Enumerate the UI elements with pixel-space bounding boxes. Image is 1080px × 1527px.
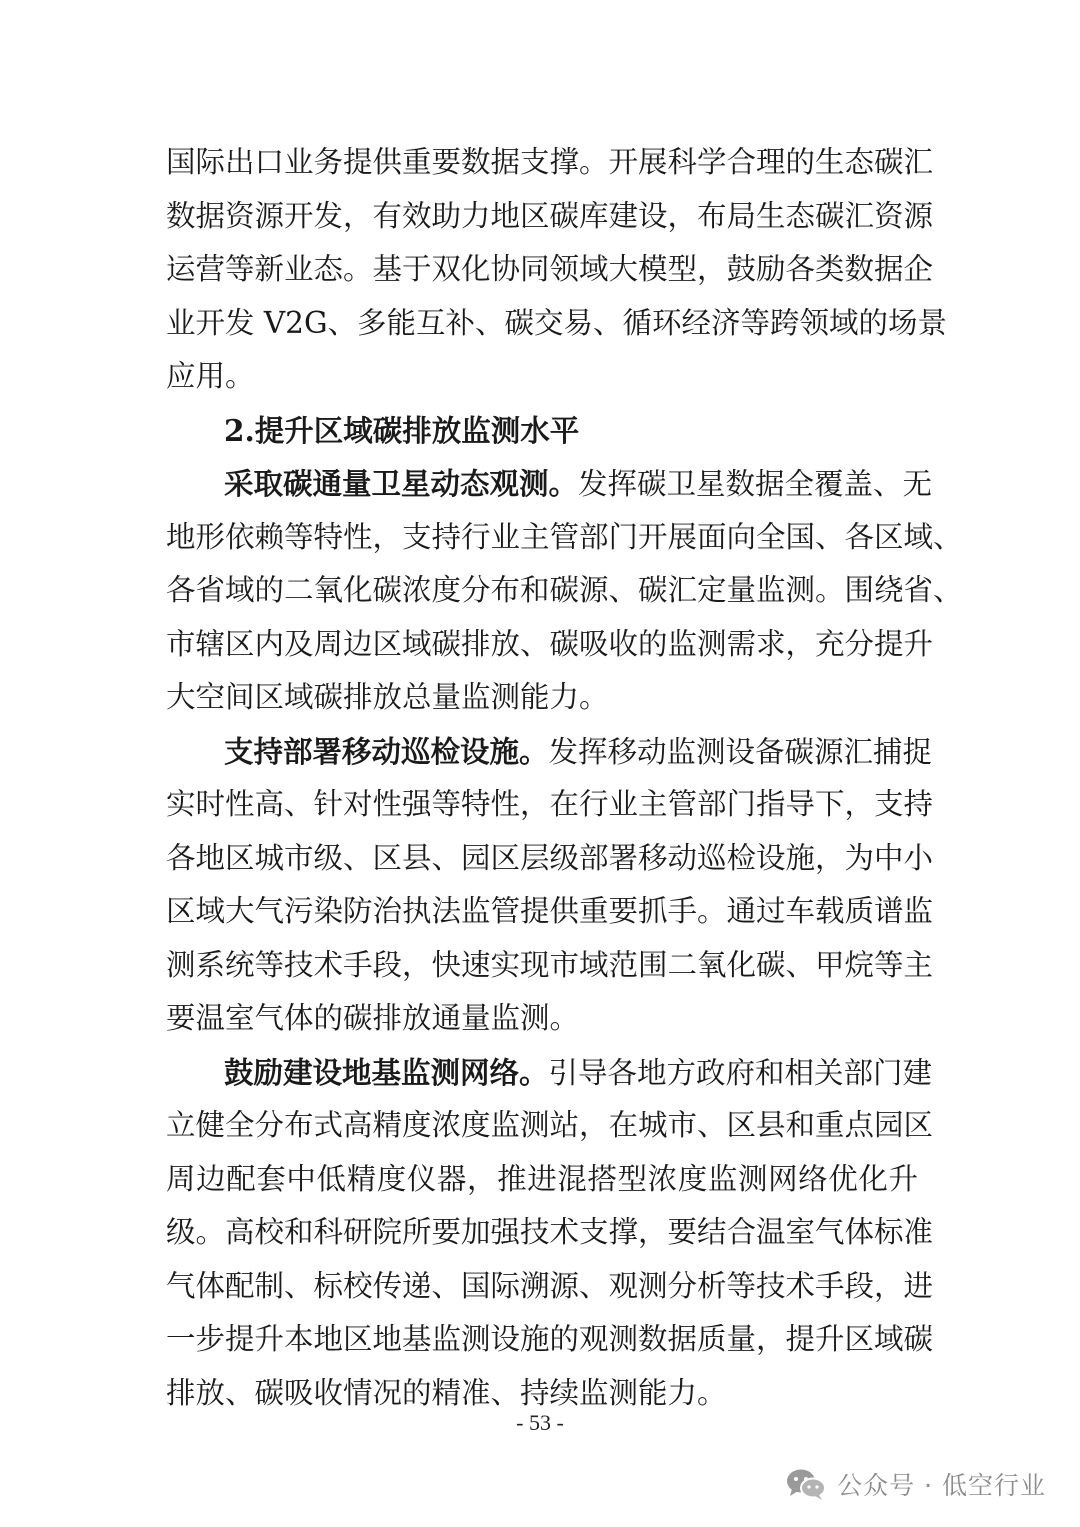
paragraph-first-line bbox=[166, 725, 933, 779]
text-line: 各省域的二氧化碳浓度分布和碳源、碳汇定量监测。围绕省、 bbox=[166, 573, 963, 607]
body-text bbox=[166, 136, 963, 1420]
text-line: 数据资源开发，有效助力地区碳库建设，布局生态碳汇资源 bbox=[166, 198, 934, 233]
text-line: 区域大气污染防治执法监管提供重要抓手。通过车载质谱监 bbox=[166, 894, 934, 928]
paragraph-text: 发挥碳卫星数据全覆盖、无 bbox=[578, 467, 933, 501]
page-number: - 53 - bbox=[516, 1410, 564, 1435]
text-line: 实时性高、针对性强等特性，在行业主管部门指导下，支持 bbox=[166, 787, 934, 821]
text-line: 立健全分布式高精度浓度监测站，在城市、区县和重点园区 bbox=[166, 1108, 934, 1142]
text-line: 排放、碳吸收情况的精准、持续监测能力。 bbox=[166, 1375, 727, 1410]
text-line: 测系统等技术手段，快速实现市域范围二氧化碳、甲烷等主 bbox=[166, 947, 934, 982]
watermark bbox=[785, 1462, 1046, 1506]
text-line: 市辖区内及周边区域碳排放、碳吸收的监测需求，充分提升 bbox=[166, 626, 934, 661]
text-line: 气体配制、标校传递、国际溯源、观测分析等技术手段，进 bbox=[166, 1268, 934, 1303]
text-line: 各地区城市级、区县、园区层级部署移动巡检设施，为中小 bbox=[166, 840, 934, 875]
paragraph-lead: 鼓励建设地基监测网络。 bbox=[224, 1054, 549, 1090]
text-line: 一步提升本地区地基监测设施的观测数据质量，提升区域碳 bbox=[166, 1322, 934, 1356]
paragraph-lead: 采取碳通量卫星动态观测。 bbox=[224, 466, 579, 501]
text-line: 国际出口业务提供重要数据支撑。开展科学合理的生态碳汇 bbox=[166, 145, 934, 179]
watermark-text: 公众号 · 低空行业 bbox=[837, 1471, 1046, 1500]
paragraph-text: 发挥移动监测设备碳源汇捕捉 bbox=[548, 734, 933, 769]
text-line: 要温室气体的碳排放通量监测。 bbox=[166, 1001, 580, 1035]
text-line: 应用。 bbox=[166, 359, 255, 393]
text-line: 地形依赖等特性，支持行业主管部门开展面向全国、各区域、 bbox=[166, 519, 963, 554]
section-heading: 2.提升区域碳排放监测水平 bbox=[224, 412, 580, 448]
text-line: 周边配套中低精度仪器，推进混搭型浓度监测网络优化升 bbox=[166, 1161, 918, 1196]
paragraph-lead: 支持部署移动巡检设施。 bbox=[224, 733, 549, 769]
text-line: 大空间区域碳排放总量监测能力。 bbox=[166, 680, 609, 714]
wechat-icon bbox=[785, 1467, 827, 1501]
text-line: 级。高校和科研院所要加强技术支撑，要结合温室气体标准 bbox=[166, 1215, 934, 1249]
paragraph-text: 引导各地方政府和相关部门建 bbox=[548, 1055, 933, 1090]
paragraph-first-line bbox=[166, 1046, 933, 1100]
paragraph-first-line bbox=[166, 457, 933, 511]
text-line: 运营等新业态。基于双化协同领域大模型，鼓励各类数据企 bbox=[166, 252, 934, 286]
text-line: 业开发 V2G、多能互补、碳交易、循环经济等跨领域的场景 bbox=[166, 305, 948, 340]
